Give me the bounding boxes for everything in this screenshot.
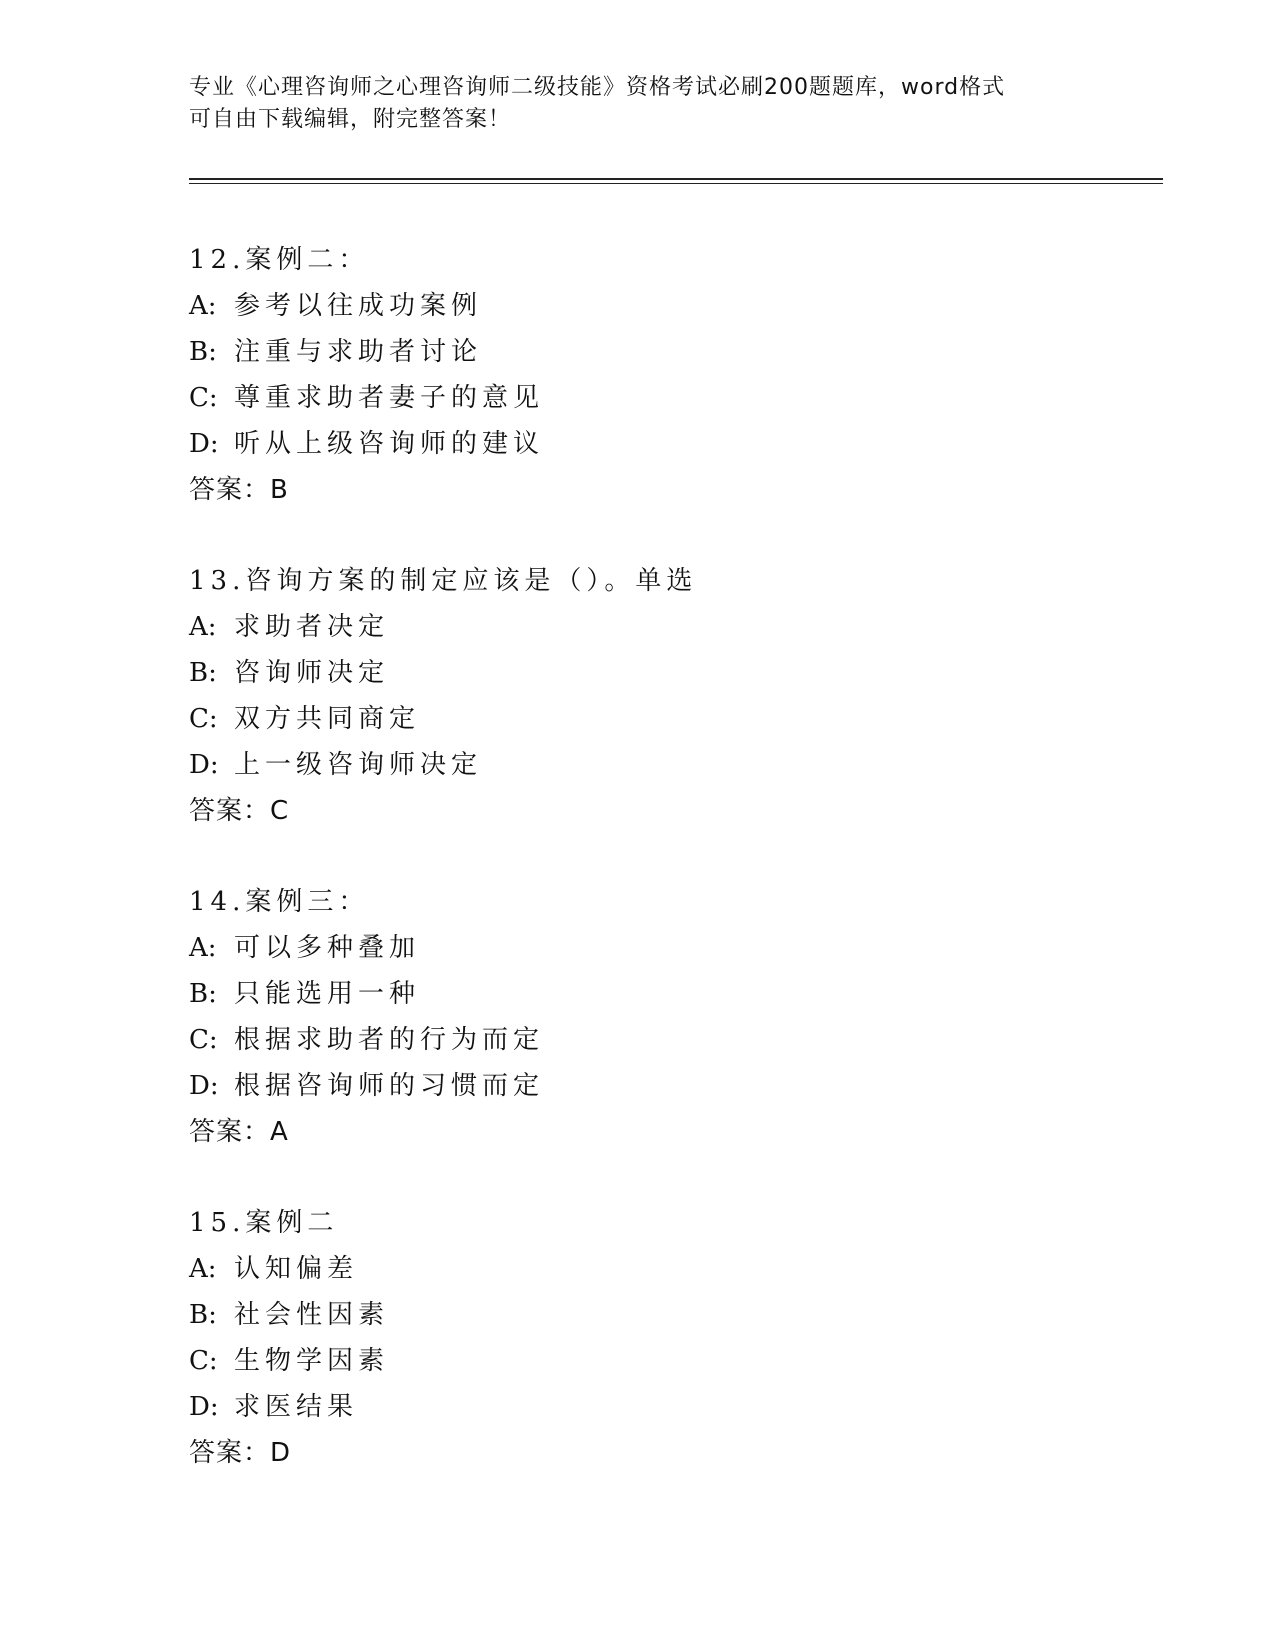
option-b	[189, 650, 1149, 696]
option-letter: C:	[189, 1025, 218, 1055]
option-text: 上一级咨询师决定	[234, 750, 483, 780]
question-15	[189, 1200, 1149, 1521]
option-letter: A:	[189, 933, 217, 963]
option-text: 社会性因素	[234, 1300, 390, 1330]
option-text: 可以多种叠加	[234, 933, 421, 963]
option-letter: D:	[189, 1071, 219, 1101]
option-text: 根据咨询师的习惯而定	[234, 1071, 545, 1101]
option-letter: D:	[189, 750, 219, 780]
option-letter: B:	[189, 1300, 217, 1330]
option-letter: C:	[189, 704, 218, 734]
header-divider-thick	[189, 178, 1163, 180]
header-title-line-1: 专业《心理咨询师之心理咨询师二级技能》资格考试必刷200题题库，word格式	[189, 75, 1006, 100]
option-text: 听从上级咨询师的建议	[234, 429, 545, 459]
option-letter: A:	[189, 612, 217, 642]
option-c	[189, 1017, 1149, 1063]
option-text: 求助者决定	[234, 612, 390, 642]
option-letter: A:	[189, 1254, 217, 1284]
answer-line: 答案：C	[189, 796, 290, 826]
header-divider-thin	[189, 183, 1163, 184]
question-stem: 14.案例三：	[189, 887, 370, 917]
option-text: 根据求助者的行为而定	[234, 1025, 545, 1055]
option-letter: B:	[189, 658, 217, 688]
option-letter: A:	[189, 291, 217, 321]
question-stem: 12.案例二：	[189, 245, 370, 275]
question-stem: 15.案例二	[189, 1208, 339, 1238]
question-stem: 13.咨询方案的制定应该是（）。单选	[189, 566, 698, 596]
option-d	[189, 1384, 1149, 1430]
option-b	[189, 971, 1149, 1017]
option-text: 注重与求助者讨论	[234, 337, 483, 367]
option-text: 认知偏差	[234, 1254, 359, 1284]
question-14	[189, 879, 1149, 1200]
option-text: 参考以往成功案例	[234, 291, 483, 321]
option-letter: D:	[189, 429, 219, 459]
option-letter: B:	[189, 979, 217, 1009]
option-c	[189, 1338, 1149, 1384]
option-text: 只能选用一种	[234, 979, 421, 1009]
answer-line: 答案：D	[189, 1438, 292, 1468]
question-list	[189, 237, 1149, 1521]
option-text: 双方共同商定	[234, 704, 421, 734]
option-a	[189, 1246, 1149, 1292]
option-b	[189, 329, 1149, 375]
answer-line: 答案：B	[189, 475, 289, 505]
option-c	[189, 375, 1149, 421]
option-letter: C:	[189, 1346, 218, 1376]
option-letter: D:	[189, 1392, 219, 1422]
option-text: 尊重求助者妻子的意见	[234, 383, 545, 413]
option-d	[189, 1063, 1149, 1109]
option-text: 生物学因素	[234, 1346, 390, 1376]
option-text: 咨询师决定	[234, 658, 390, 688]
document-header	[189, 72, 1089, 136]
option-letter: B:	[189, 337, 217, 367]
option-letter: C:	[189, 383, 218, 413]
header-title-line-2: 可自由下载编辑，附完整答案！	[189, 107, 512, 132]
option-b	[189, 1292, 1149, 1338]
option-a	[189, 283, 1149, 329]
option-text: 求医结果	[234, 1392, 359, 1422]
option-d	[189, 742, 1149, 788]
question-12	[189, 237, 1149, 558]
option-c	[189, 696, 1149, 742]
option-d	[189, 421, 1149, 467]
option-a	[189, 604, 1149, 650]
option-a	[189, 925, 1149, 971]
question-13	[189, 558, 1149, 879]
answer-line: 答案：A	[189, 1117, 289, 1147]
